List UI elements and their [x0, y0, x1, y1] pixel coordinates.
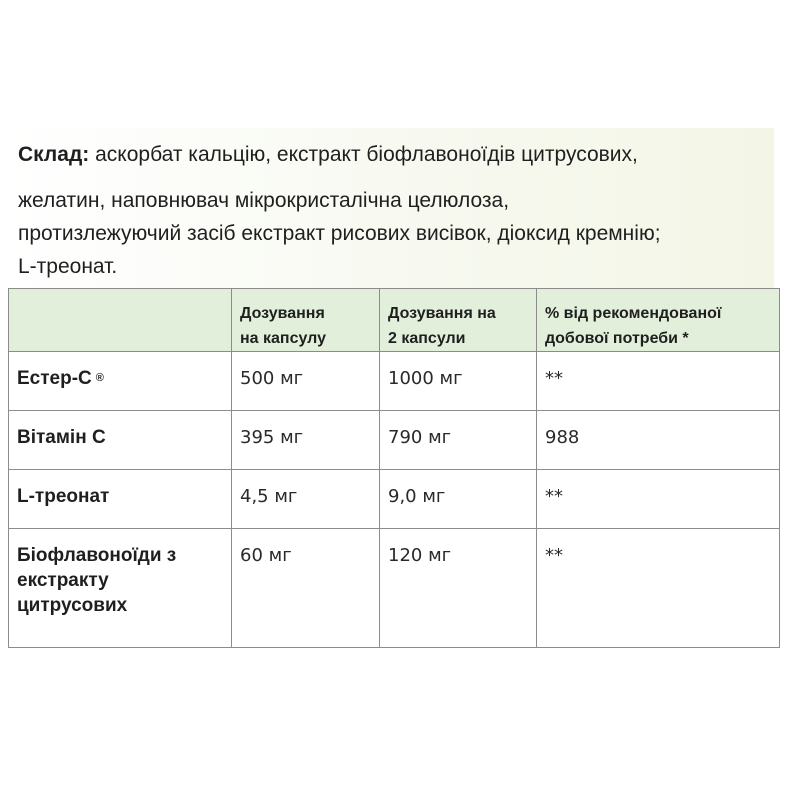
per-capsule-cell: 60 мг — [232, 529, 380, 648]
header-daily-percent — [537, 289, 780, 352]
header-line: на капсулу — [240, 330, 327, 347]
percent-cell: ** — [537, 352, 780, 411]
composition-block — [8, 128, 774, 288]
header-line: Дозування — [240, 305, 325, 322]
composition-text-1: аскорбат кальцію, екстракт біофлавоноїдів цитрусових, — [95, 143, 638, 166]
table-header-row — [9, 289, 780, 352]
composition-line-2: желатин, наповнювач мікрокристалічна целюлоза, — [18, 189, 510, 212]
per-capsule-cell: 500 мг — [232, 352, 380, 411]
composition-line-4: L-треонат. — [18, 255, 118, 278]
table-row — [9, 529, 780, 648]
header-line: 2 капсули — [388, 330, 466, 347]
per-two-cell: 120 мг — [380, 529, 537, 648]
per-two-cell: 790 мг — [380, 411, 537, 470]
row-name-l-threonate: L-треонат — [9, 470, 232, 529]
table-row — [9, 352, 780, 411]
ingredient-name-line: цитрусових — [17, 595, 128, 616]
ingredient-name: Естер-С — [17, 368, 92, 389]
composition-line-3: протизлежуючий засіб екстракт рисових висівок, діоксид кремнію; — [18, 222, 661, 245]
row-name-vitamin-c: Вітамін С — [9, 411, 232, 470]
composition-line-1 — [18, 142, 638, 168]
ingredient-name-line: екстракту — [17, 570, 109, 591]
table-row — [9, 411, 780, 470]
table-row — [9, 470, 780, 529]
header-line: Дозування на — [388, 305, 496, 322]
row-name-bioflavonoids — [9, 529, 232, 648]
composition-label: Склад: — [18, 143, 90, 166]
header-dose-per-capsule — [232, 289, 380, 352]
percent-cell: 988 — [537, 411, 780, 470]
header-empty-cell — [9, 289, 232, 352]
per-two-cell: 9,0 мг — [380, 470, 537, 529]
percent-cell: ** — [537, 529, 780, 648]
header-line: добової потреби * — [545, 330, 689, 347]
per-capsule-cell: 4,5 мг — [232, 470, 380, 529]
header-dose-per-two — [380, 289, 537, 352]
per-capsule-cell: 395 мг — [232, 411, 380, 470]
row-name-ester-c — [9, 352, 232, 411]
registered-mark: ® — [95, 372, 104, 384]
per-two-cell: 1000 мг — [380, 352, 537, 411]
header-line: % від рекомендованої — [545, 305, 722, 322]
percent-cell: ** — [537, 470, 780, 529]
ingredient-name-line: Біофлавоноїди з — [17, 545, 177, 566]
dosage-table — [8, 288, 780, 648]
